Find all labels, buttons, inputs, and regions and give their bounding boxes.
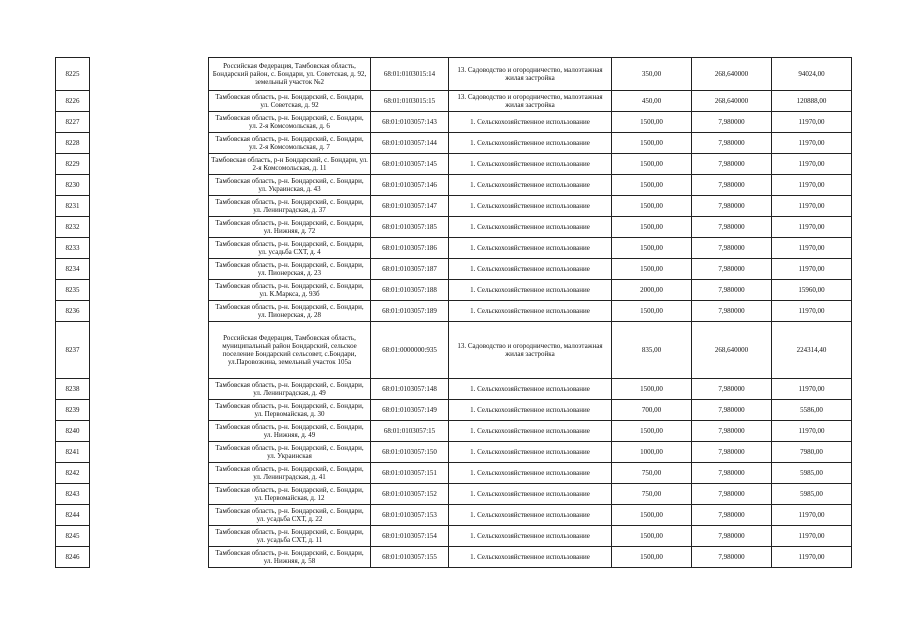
table-row — [56, 133, 852, 154]
table-row — [56, 526, 852, 547]
cell-specific-value: 7,980000 — [692, 133, 772, 154]
cell-cadastral-number: 68:01:0103057:152 — [371, 484, 449, 505]
cell-specific-value: 7,980000 — [692, 175, 772, 196]
cell-permitted-use: 13. Садоводство и огородничество, малоэтажная жилая застройка — [449, 91, 612, 112]
cell-specific-value: 7,980000 — [692, 196, 772, 217]
cell-specific-value: 7,980000 — [692, 154, 772, 175]
cell-address: Тамбовская область, р-н. Бондарский, с. Бондари, ул. Первомайская, д. 30 — [209, 400, 371, 421]
cell-cadastral-number: 68:01:0103015:14 — [371, 58, 449, 91]
cell-permitted-use: 1. Сельскохозяйственное использование — [449, 133, 612, 154]
cell-cadastral-number: 68:01:0103057:188 — [371, 280, 449, 301]
cell-address: Тамбовская область, р-н. Бондарский, с. Бондари, ул. Нижняя, д. 58 — [209, 547, 371, 568]
cell-permitted-use: 1. Сельскохозяйственное использование — [449, 400, 612, 421]
cell-cadastral-value: 7980,00 — [772, 442, 852, 463]
cell-gap — [90, 379, 209, 400]
table-row — [56, 175, 852, 196]
cell-cadastral-number: 68:01:0103057:147 — [371, 196, 449, 217]
cell-gap — [90, 58, 209, 91]
table-row — [56, 58, 852, 91]
cell-gap — [90, 91, 209, 112]
cell-cadastral-number: 68:01:0103057:148 — [371, 379, 449, 400]
cell-address: Тамбовская область, р-н. Бондарский, с. Бондари, ул. Украинская, д. 43 — [209, 175, 371, 196]
cell-cadastral-value: 120888,00 — [772, 91, 852, 112]
cell-gap — [90, 322, 209, 379]
cell-cadastral-value: 224314,40 — [772, 322, 852, 379]
cell-address: Тамбовская область, р-н. Бондарский, с. Бондари, ул. усадьба СХТ, д. 4 — [209, 238, 371, 259]
cell-permitted-use: 1. Сельскохозяйственное использование — [449, 421, 612, 442]
table-row — [56, 91, 852, 112]
cell-gap — [90, 154, 209, 175]
cell-cadastral-number: 68:01:0103015:15 — [371, 91, 449, 112]
cell-cadastral-number: 68:01:0103057:145 — [371, 154, 449, 175]
cell-specific-value: 7,980000 — [692, 526, 772, 547]
table-row — [56, 505, 852, 526]
cell-specific-value: 7,980000 — [692, 301, 772, 322]
table-body — [56, 58, 852, 568]
table-row — [56, 112, 852, 133]
table-row — [56, 217, 852, 238]
cell-record-number: 8242 — [56, 463, 90, 484]
cell-gap — [90, 259, 209, 280]
cell-cadastral-value: 11970,00 — [772, 112, 852, 133]
table-row — [56, 301, 852, 322]
cell-cadastral-value: 11970,00 — [772, 133, 852, 154]
table-row — [56, 259, 852, 280]
cell-record-number: 8240 — [56, 421, 90, 442]
cell-record-number: 8231 — [56, 196, 90, 217]
cell-gap — [90, 175, 209, 196]
cell-specific-value: 268,640000 — [692, 322, 772, 379]
cell-record-number: 8246 — [56, 547, 90, 568]
cell-record-number: 8232 — [56, 217, 90, 238]
cell-specific-value: 7,980000 — [692, 505, 772, 526]
table-row — [56, 421, 852, 442]
cell-record-number: 8238 — [56, 379, 90, 400]
cell-record-number: 8236 — [56, 301, 90, 322]
cell-permitted-use: 1. Сельскохозяйственное использование — [449, 175, 612, 196]
cell-cadastral-value: 11970,00 — [772, 379, 852, 400]
cell-cadastral-number: 68:01:0103057:155 — [371, 547, 449, 568]
table-row — [56, 379, 852, 400]
cell-specific-value: 7,980000 — [692, 259, 772, 280]
cell-specific-value: 7,980000 — [692, 238, 772, 259]
table-row — [56, 322, 852, 379]
cell-address: Тамбовская область, р-н. Бондарский, с. Бондари, ул. Пионерская, д. 23 — [209, 259, 371, 280]
cell-area: 1500,00 — [612, 217, 692, 238]
land-parcels-table — [55, 57, 852, 568]
cell-record-number: 8245 — [56, 526, 90, 547]
cell-gap — [90, 547, 209, 568]
cell-specific-value: 268,640000 — [692, 58, 772, 91]
cell-specific-value: 7,980000 — [692, 400, 772, 421]
cell-cadastral-value: 5985,00 — [772, 484, 852, 505]
cell-gap — [90, 217, 209, 238]
cell-record-number: 8229 — [56, 154, 90, 175]
cell-cadastral-value: 5985,00 — [772, 463, 852, 484]
cell-cadastral-value: 11970,00 — [772, 505, 852, 526]
cell-permitted-use: 1. Сельскохозяйственное использование — [449, 280, 612, 301]
cell-specific-value: 7,980000 — [692, 442, 772, 463]
table-row — [56, 280, 852, 301]
cell-cadastral-number: 68:01:0000000:935 — [371, 322, 449, 379]
cell-record-number: 8225 — [56, 58, 90, 91]
cell-gap — [90, 301, 209, 322]
cell-cadastral-number: 68:01:0103057:146 — [371, 175, 449, 196]
cell-gap — [90, 463, 209, 484]
cell-permitted-use: 1. Сельскохозяйственное использование — [449, 484, 612, 505]
cell-area: 835,00 — [612, 322, 692, 379]
cell-cadastral-number: 68:01:0103057:185 — [371, 217, 449, 238]
cell-record-number: 8227 — [56, 112, 90, 133]
cell-permitted-use: 1. Сельскохозяйственное использование — [449, 463, 612, 484]
table-row — [56, 400, 852, 421]
cell-area: 350,00 — [612, 58, 692, 91]
cell-record-number: 8228 — [56, 133, 90, 154]
cell-gap — [90, 112, 209, 133]
cell-area: 1500,00 — [612, 238, 692, 259]
cell-cadastral-number: 68:01:0103057:143 — [371, 112, 449, 133]
cell-gap — [90, 238, 209, 259]
cell-address: Тамбовская область, р-н. Бондарский, с. Бондари, ул. Ленинградская, д. 41 — [209, 463, 371, 484]
cell-specific-value: 7,980000 — [692, 547, 772, 568]
cell-cadastral-number: 68:01:0103057:186 — [371, 238, 449, 259]
cell-area: 1500,00 — [612, 259, 692, 280]
cell-area: 750,00 — [612, 463, 692, 484]
cell-cadastral-number: 68:01:0103057:154 — [371, 526, 449, 547]
cell-address: Российская Федерация, Тамбовская область, Бондарский район, с. Бондари, ул. Советская, д. 92, земельный участок №2 — [209, 58, 371, 91]
table-row — [56, 196, 852, 217]
cell-cadastral-number: 68:01:0103057:150 — [371, 442, 449, 463]
cell-permitted-use: 13. Садоводство и огородничество, малоэтажная жилая застройка — [449, 322, 612, 379]
table-row — [56, 154, 852, 175]
cell-specific-value: 7,980000 — [692, 280, 772, 301]
cell-gap — [90, 400, 209, 421]
cell-gap — [90, 526, 209, 547]
cell-cadastral-value: 11970,00 — [772, 196, 852, 217]
cell-area: 1500,00 — [612, 379, 692, 400]
cell-area: 1500,00 — [612, 112, 692, 133]
cell-permitted-use: 1. Сельскохозяйственное использование — [449, 442, 612, 463]
cell-specific-value: 7,980000 — [692, 463, 772, 484]
cell-cadastral-number: 68:01:0103057:144 — [371, 133, 449, 154]
cell-area: 1000,00 — [612, 442, 692, 463]
cell-record-number: 8244 — [56, 505, 90, 526]
cell-address: Тамбовская область, р-н. Бондарский, с. Бондари, ул. Советская, д. 92 — [209, 91, 371, 112]
cell-permitted-use: 1. Сельскохозяйственное использование — [449, 238, 612, 259]
cell-address: Тамбовская область, р-н. Бондарский, с. Бондари, ул. Украинская — [209, 442, 371, 463]
cell-cadastral-value: 5586,00 — [772, 400, 852, 421]
cell-gap — [90, 280, 209, 301]
cell-cadastral-value: 11970,00 — [772, 259, 852, 280]
cell-record-number: 8241 — [56, 442, 90, 463]
cell-address: Тамбовская область, р-н. Бондарский, с. Бондари, ул. 2-я Комсомольская, д. 6 — [209, 112, 371, 133]
cell-gap — [90, 133, 209, 154]
cell-gap — [90, 196, 209, 217]
cell-cadastral-value: 11970,00 — [772, 421, 852, 442]
cell-record-number: 8235 — [56, 280, 90, 301]
cell-address: Тамбовская область, р-н. Бондарский, с. Бондари, ул. Ленинградская, д. 49 — [209, 379, 371, 400]
cell-record-number: 8234 — [56, 259, 90, 280]
cell-gap — [90, 421, 209, 442]
cell-permitted-use: 1. Сельскохозяйственное использование — [449, 301, 612, 322]
cell-cadastral-value: 94024,00 — [772, 58, 852, 91]
cell-permitted-use: 1. Сельскохозяйственное использование — [449, 217, 612, 238]
cell-address: Тамбовская область, р-н. Бондарский, с. Бондари, ул. Ленинградская, д. 37 — [209, 196, 371, 217]
cell-permitted-use: 1. Сельскохозяйственное использование — [449, 196, 612, 217]
cell-area: 750,00 — [612, 484, 692, 505]
cell-gap — [90, 484, 209, 505]
cell-address: Тамбовская область, р-н Бондарский, с. Бондари, ул. 2-я Комсомольская, д. 11 — [209, 154, 371, 175]
cell-area: 1500,00 — [612, 526, 692, 547]
cell-address: Тамбовская область, р-н. Бондарский, с. Бондари, ул. усадьба СХТ, д. 11 — [209, 526, 371, 547]
cell-record-number: 8230 — [56, 175, 90, 196]
cell-gap — [90, 505, 209, 526]
table-row — [56, 547, 852, 568]
cell-cadastral-number: 68:01:0103057:15 — [371, 421, 449, 442]
cell-permitted-use: 1. Сельскохозяйственное использование — [449, 505, 612, 526]
cell-cadastral-value: 11970,00 — [772, 238, 852, 259]
cell-permitted-use: 1. Сельскохозяйственное использование — [449, 259, 612, 280]
cell-area: 1500,00 — [612, 154, 692, 175]
cell-record-number: 8226 — [56, 91, 90, 112]
cell-cadastral-number: 68:01:0103057:151 — [371, 463, 449, 484]
cell-cadastral-value: 15960,00 — [772, 280, 852, 301]
cell-address: Российская Федерация, Тамбовская область, муниципальный район Бондарский, сельское поселение Бондарский сельсовет, с.Бондари, ул.Паровозкина, земельный участок 105а — [209, 322, 371, 379]
cell-cadastral-number: 68:01:0103057:189 — [371, 301, 449, 322]
cell-address: Тамбовская область, р-н. Бондарский, с. Бондари, ул. усадьба СХТ, д. 22 — [209, 505, 371, 526]
cell-permitted-use: 1. Сельскохозяйственное использование — [449, 112, 612, 133]
cell-specific-value: 7,980000 — [692, 484, 772, 505]
cell-specific-value: 7,980000 — [692, 217, 772, 238]
cell-cadastral-value: 11970,00 — [772, 175, 852, 196]
cell-area: 1500,00 — [612, 505, 692, 526]
cell-cadastral-value: 11970,00 — [772, 217, 852, 238]
cell-specific-value: 7,980000 — [692, 421, 772, 442]
cell-area: 1500,00 — [612, 133, 692, 154]
cell-area: 1500,00 — [612, 547, 692, 568]
cell-area: 700,00 — [612, 400, 692, 421]
cell-permitted-use: 1. Сельскохозяйственное использование — [449, 379, 612, 400]
cell-record-number: 8237 — [56, 322, 90, 379]
cell-area: 1500,00 — [612, 421, 692, 442]
cell-cadastral-number: 68:01:0103057:149 — [371, 400, 449, 421]
cell-permitted-use: 1. Сельскохозяйственное использование — [449, 526, 612, 547]
table-row — [56, 442, 852, 463]
cell-area: 2000,00 — [612, 280, 692, 301]
cell-record-number: 8243 — [56, 484, 90, 505]
cell-record-number: 8239 — [56, 400, 90, 421]
cell-permitted-use: 13. Садоводство и огородничество, малоэтажная жилая застройка — [449, 58, 612, 91]
cell-specific-value: 268,640000 — [692, 91, 772, 112]
cell-address: Тамбовская область, р-н. Бондарский, с. Бондари, ул. Пионерская, д. 28 — [209, 301, 371, 322]
cell-record-number: 8233 — [56, 238, 90, 259]
cell-cadastral-value: 11970,00 — [772, 154, 852, 175]
cell-address: Тамбовская область, р-н. Бондарский, с. Бондари, ул. Первомайская, д. 12 — [209, 484, 371, 505]
table-row — [56, 463, 852, 484]
cell-specific-value: 7,980000 — [692, 379, 772, 400]
cell-cadastral-number: 68:01:0103057:187 — [371, 259, 449, 280]
cell-area: 1500,00 — [612, 301, 692, 322]
cell-address: Тамбовская область, р-н. Бондарский, с. Бондари, ул. 2-я Комсомольская, д. 7 — [209, 133, 371, 154]
cell-area: 450,00 — [612, 91, 692, 112]
cell-cadastral-value: 11970,00 — [772, 301, 852, 322]
cell-cadastral-value: 11970,00 — [772, 526, 852, 547]
cell-address: Тамбовская область, р-н. Бондарский, с. Бондари, ул. Нижняя, д. 49 — [209, 421, 371, 442]
table-row — [56, 238, 852, 259]
cell-gap — [90, 442, 209, 463]
cell-address: Тамбовская область, р-н. Бондарский, с. Бондари, ул. Нижняя, д. 72 — [209, 217, 371, 238]
cell-cadastral-value: 11970,00 — [772, 547, 852, 568]
cell-specific-value: 7,980000 — [692, 112, 772, 133]
table-row — [56, 484, 852, 505]
cell-address: Тамбовская область, р-н. Бондарский, с. Бондари, ул. К.Маркса, д. 93б — [209, 280, 371, 301]
cell-permitted-use: 1. Сельскохозяйственное использование — [449, 154, 612, 175]
cell-area: 1500,00 — [612, 196, 692, 217]
cell-cadastral-number: 68:01:0103057:153 — [371, 505, 449, 526]
cell-permitted-use: 1. Сельскохозяйственное использование — [449, 547, 612, 568]
cell-area: 1500,00 — [612, 175, 692, 196]
